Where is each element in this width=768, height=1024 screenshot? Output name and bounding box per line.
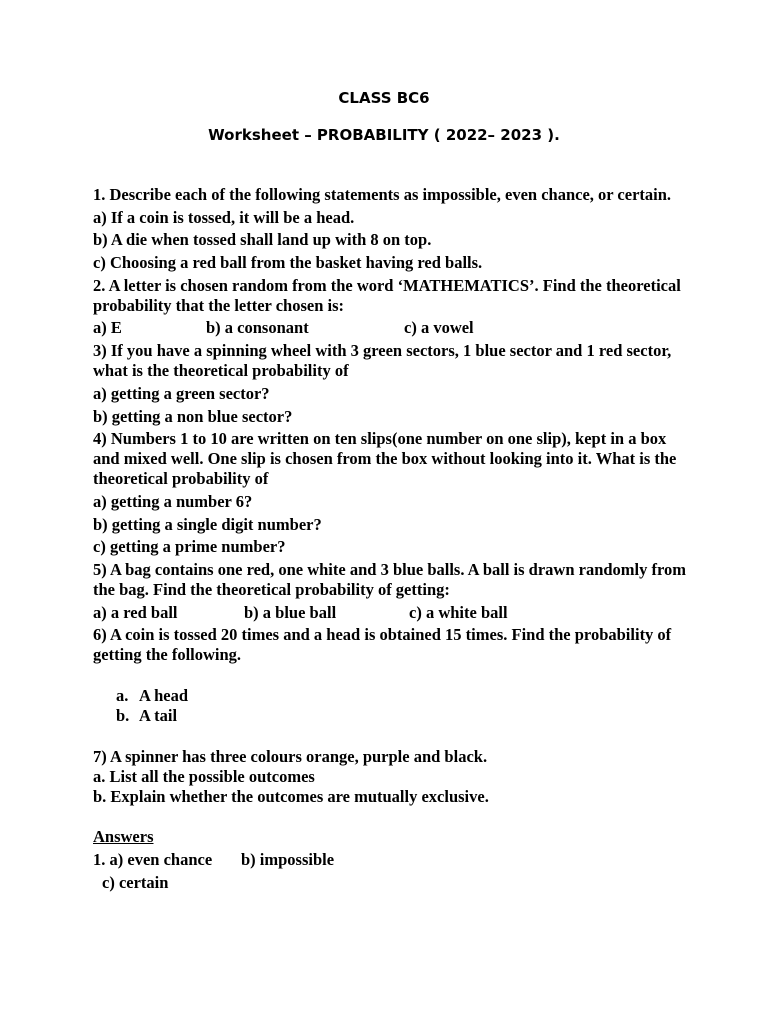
question-3: 3) If you have a spinning wheel with 3 green sectors, 1 blue sector and 1 red sector, what is the theoretical probability of — [93, 341, 672, 381]
question-4-c: c) getting a prime number? — [93, 537, 286, 557]
question-5-a: a) a red ball — [93, 602, 178, 622]
question-1-c: c) Choosing a red ball from the basket having red balls. — [93, 253, 483, 273]
question-7-b: b. Explain whether the outcomes are mutually exclusive. — [93, 786, 489, 806]
question-1-a: a) If a coin is tossed, it will be a head. — [93, 207, 355, 227]
worksheet-title: Worksheet – PROBABILITY ( 2022– 2023 ). — [208, 126, 560, 144]
question-4-b: b) getting a single digit number? — [93, 514, 322, 534]
answer-1-b: b) impossible — [241, 850, 335, 870]
answer-1-row — [93, 850, 693, 870]
answer-1-c: c) certain — [102, 872, 169, 892]
question-2-b: b) a consonant — [206, 318, 309, 338]
question-4: 4) Numbers 1 to 10 are written on ten slips(one number on one slip), kept in a box and mixed well. One slip is chosen from the box without looking into it. What is the theoretical probability of — [93, 429, 677, 489]
question-1-b: b) A die when tossed shall land up with 8 on top. — [93, 230, 432, 250]
question-6-a-item — [93, 686, 693, 706]
spacer — [93, 668, 693, 686]
question-1: 1. Describe each of the following statements as impossible, even chance, or certain. — [93, 185, 672, 204]
question-6: 6) A coin is tossed 20 times and a head is obtained 15 times. Find the probability of getting the following. — [93, 625, 672, 665]
question-2-options — [93, 318, 693, 338]
question-2-a: a) E — [93, 318, 122, 338]
question-3-a: a) getting a green sector? — [93, 383, 270, 403]
question-6-b: A tail — [139, 706, 178, 725]
spacer — [93, 809, 693, 827]
question-5-c: c) a white ball — [409, 602, 508, 622]
question-6-a: A head — [139, 686, 189, 705]
question-4-a: a) getting a number 6? — [93, 491, 253, 511]
spacer — [93, 729, 693, 747]
answer-1-a: 1. a) even chance — [93, 850, 213, 870]
question-7-a: a. List all the possible outcomes — [93, 766, 315, 786]
question-5-options — [93, 603, 693, 623]
question-6-b-item — [93, 706, 693, 726]
question-5: 5) A bag contains one red, one white and 3 blue balls. A ball is drawn randomly from the bag. Find the theoretical probability of getting: — [93, 559, 687, 599]
answers-heading: Answers — [93, 827, 154, 847]
question-6-b-label: b. — [116, 706, 130, 725]
class-heading: CLASS BC6 — [338, 89, 430, 107]
question-5-b: b) a blue ball — [244, 602, 337, 622]
question-6-a-label: a. — [116, 686, 129, 705]
question-7: 7) A spinner has three colours orange, purple and black. — [93, 746, 488, 766]
question-3-b: b) getting a non blue sector? — [93, 406, 293, 426]
worksheet-body — [93, 185, 693, 895]
question-2-c: c) a vowel — [404, 318, 474, 338]
question-2: 2. A letter is chosen random from the word ‘MATHEMATICS’. Find the theoretical probability that the letter chosen is: — [93, 275, 681, 315]
